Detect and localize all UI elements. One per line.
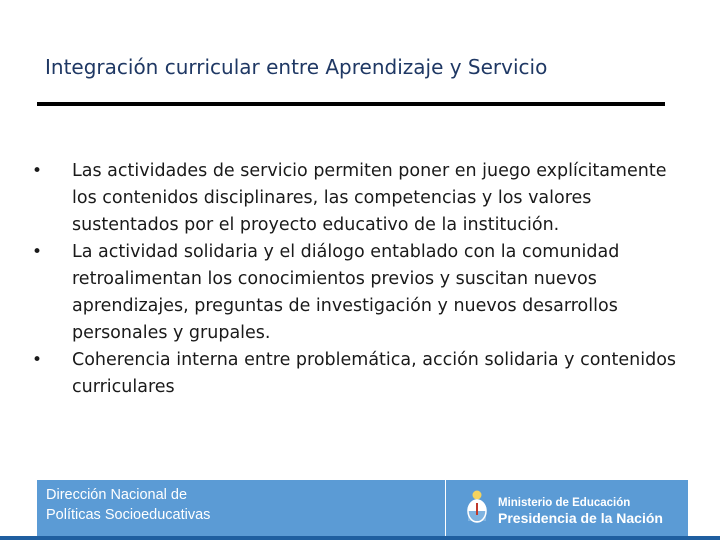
ministry-wordmark [498, 496, 663, 526]
slide-title: Integración curricular entre Aprendizaje y Servicio [45, 55, 548, 79]
bullet-text: La actividad solidaria y el diálogo entablado con la comunidad retroalimentan los conocimientos previos y suscitan nuevos aprendizajes, preguntas de investigación y nuevos desarrollos personales y grupales. [72, 242, 620, 343]
bullet-item [32, 239, 692, 347]
footer-directorate-banner [37, 480, 445, 536]
bullet-text: Las actividades de servicio permiten poner en juego explícitamente los contenidos disciplinares, las competencias y los valores sustentados por el proyecto educativo de la institución. [72, 161, 667, 235]
bullet-list [32, 158, 692, 401]
directorate-name [46, 485, 210, 525]
bullet-marker: • [32, 242, 43, 262]
bullet-marker: • [32, 161, 43, 181]
argentina-coat-of-arms-icon [466, 489, 488, 525]
bullet-text: Coherencia interna entre problemática, acción solidaria y contenidos curriculares [72, 350, 677, 397]
title-underline [37, 102, 665, 106]
bullet-item [32, 158, 692, 239]
ministry-name: Ministerio de Educación [498, 497, 631, 509]
bullet-item [32, 347, 692, 401]
footer-ministry-banner [446, 480, 688, 536]
bullet-marker: • [32, 350, 43, 370]
directorate-line-1: Dirección Nacional de [46, 487, 188, 503]
presidency-name: Presidencia de la Nación [498, 510, 663, 526]
directorate-line-2: Políticas Socioeducativas [46, 507, 211, 523]
bottom-accent-strip [0, 536, 720, 540]
